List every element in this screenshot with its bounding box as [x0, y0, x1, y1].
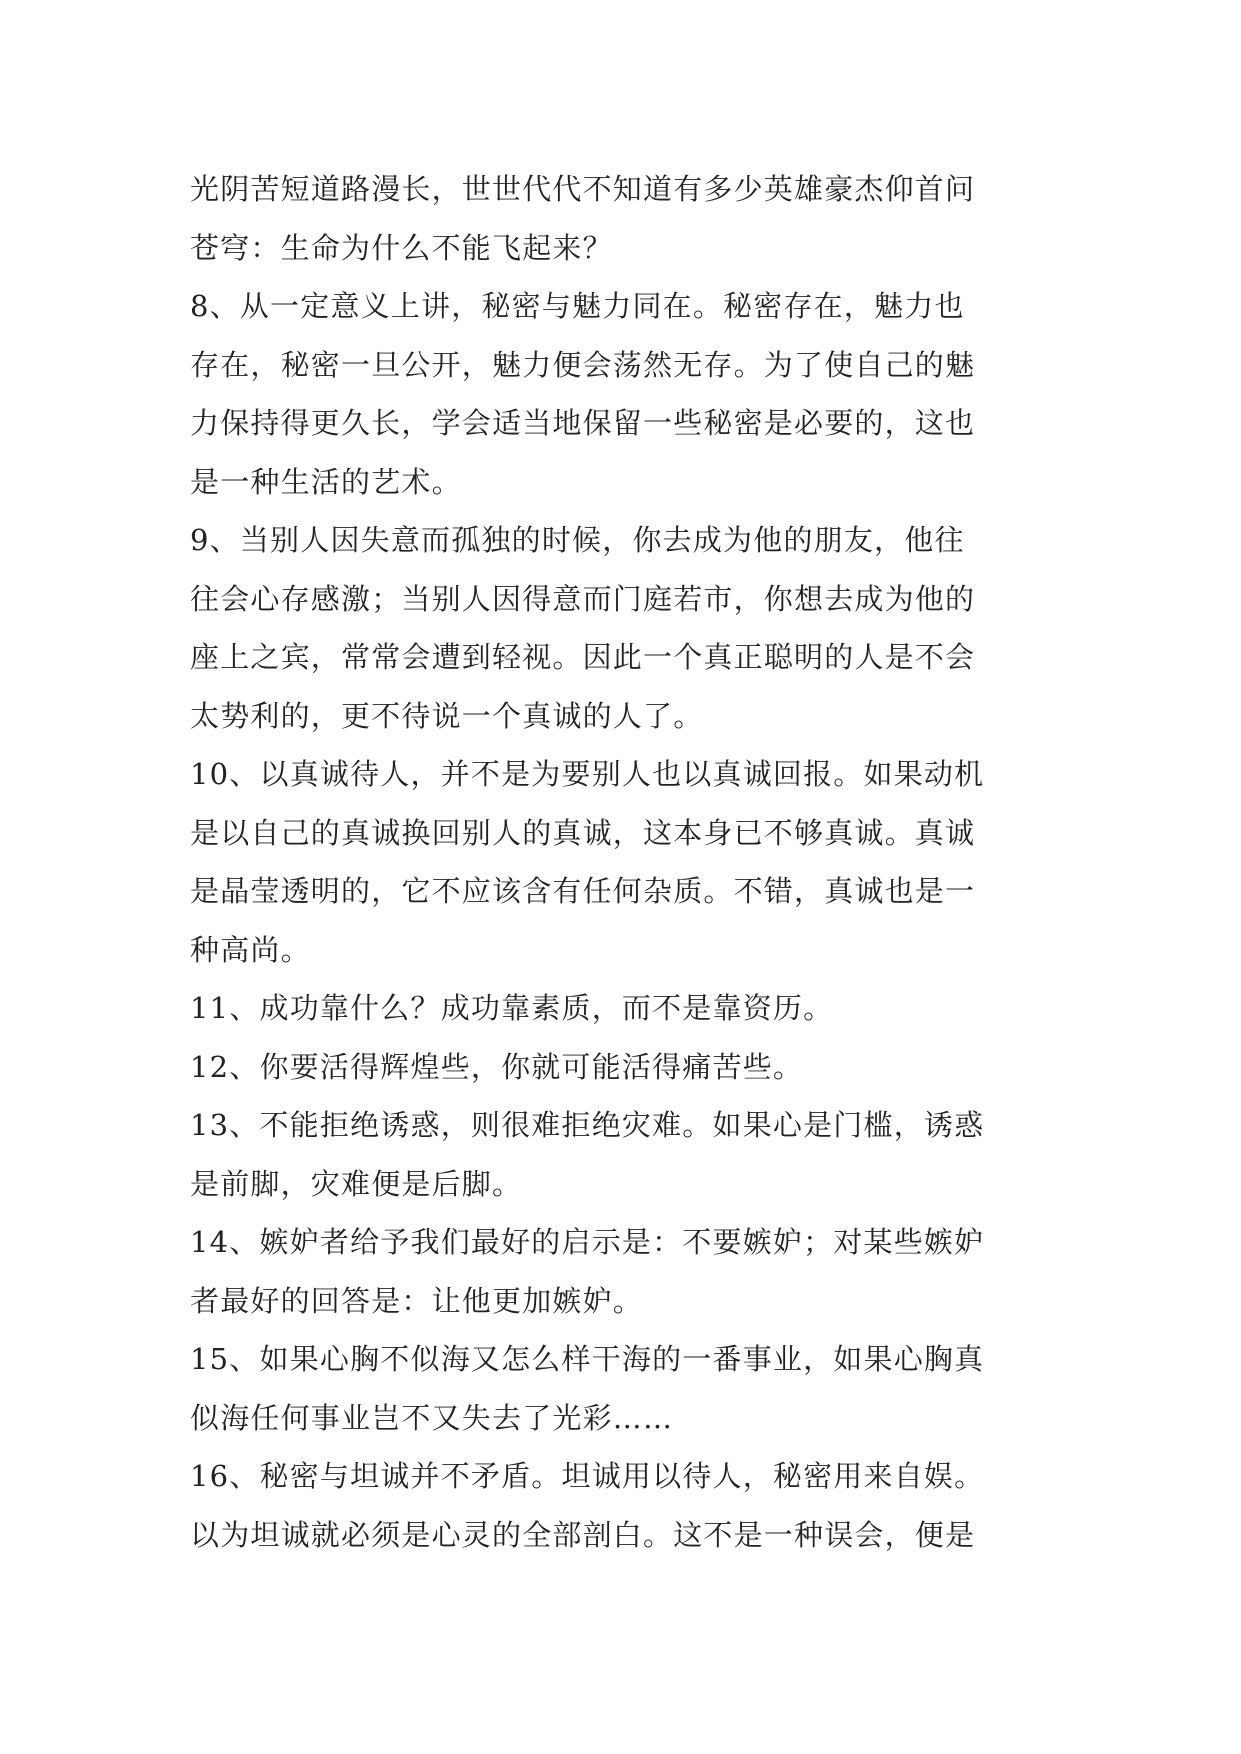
text-line: 11、成功靠什么？成功靠素质，而不是靠资历。	[190, 991, 834, 1025]
text-line: 者最好的回答是：让他更加嫉妒。	[190, 1283, 644, 1318]
text-line: 以为坦诚就必须是心灵的全部剖白。这不是一种误会，便是	[190, 1517, 976, 1552]
text-line: 是前脚，灾难便是后脚。	[190, 1166, 523, 1201]
text-line: 光阴苦短道路漫长，世世代代不知道有多少英雄豪杰仰首问	[190, 172, 976, 206]
text-line: 15、如果心胸不似海又怎么样干海的一番事业，如果心胸真	[190, 1342, 985, 1376]
text-line: 14、嫉妒者给予我们最好的启示是：不要嫉妒；对某些嫉妒	[190, 1225, 985, 1259]
text-line: 13、不能拒绝诱惑，则很难拒绝灾难。如果心是门槛，诱惑	[190, 1108, 985, 1142]
text-line: 12、你要活得辉煌些，你就可能活得痛苦些。	[190, 1049, 804, 1084]
text-line: 力保持得更久长，学会适当地保留一些秘密是必要的，这也	[190, 406, 976, 440]
text-line: 太势利的，更不待说一个真诚的人了。	[190, 698, 704, 733]
text-line: 似海任何事业岂不又失去了光彩……	[190, 1400, 674, 1435]
text-line: 8、从一定意义上讲，秘密与魅力同在。秘密存在，魅力也	[190, 289, 965, 323]
text-line: 16、秘密与坦诚并不矛盾。坦诚用以待人，秘密用来自娱。	[190, 1459, 985, 1493]
text-line: 是一种生活的艺术。	[190, 464, 462, 499]
text-line: 9、当别人因失意而孤独的时候，你去成为他的朋友，他往	[190, 523, 965, 557]
text-line: 种高尚。	[190, 932, 311, 967]
text-line: 10、以真诚待人，并不是为要别人也以真诚回报。如果动机	[190, 757, 985, 791]
text-line: 存在，秘密一旦公开，魅力便会荡然无存。为了使自己的魅	[190, 347, 976, 382]
text-line: 是以自己的真诚换回别人的真诚，这本身已不够真诚。真诚	[190, 815, 976, 850]
text-line: 苍穹：生命为什么不能飞起来？	[190, 230, 613, 265]
text-line: 是晶莹透明的，它不应该含有任何杂质。不错，真诚也是一	[190, 874, 976, 908]
document-body	[190, 160, 1090, 1564]
text-line: 往会心存感激；当别人因得意而门庭若市，你想去成为他的	[190, 581, 976, 616]
text-line: 座上之宾，常常会遭到轻视。因此一个真正聪明的人是不会	[190, 640, 976, 674]
